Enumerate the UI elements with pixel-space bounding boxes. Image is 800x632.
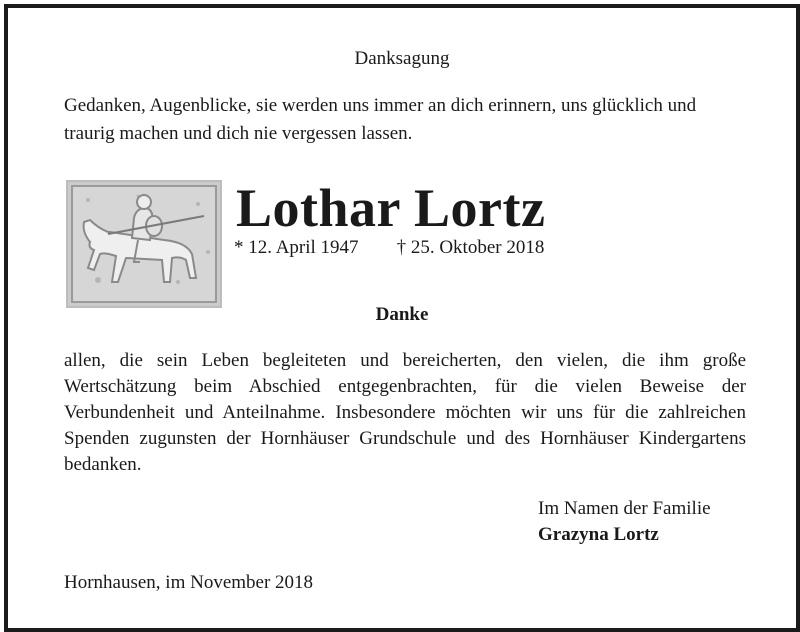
birth-date: * 12. April 1947 [234, 237, 359, 258]
notice-frame [4, 4, 800, 632]
life-dates [234, 236, 614, 260]
death-date: † 25. Oktober 2018 [396, 237, 545, 258]
place-date: Hornhausen, im November 2018 [64, 572, 314, 593]
signature-line: Im Namen der Familie [538, 498, 711, 519]
horse-rider-relief-image [66, 180, 222, 308]
signature-block [538, 496, 768, 548]
thanks-title: Danke [375, 304, 429, 325]
thanks-body: allen, die sein Leben begleiteten und bereicherten, den vielen, die ihm große Wertschätzung beim Abschied entgegenbrachten, für die vielen Beweise der Verbundenheit und Anteilnahme. Insbesondere möchten wir uns für die zahlreichen Spenden zugunsten der Hornhäuser Grundschule und des Hornhäuser Kindergartens bedanken. [64, 350, 746, 475]
notice-heading: Danksagung [354, 48, 450, 69]
horse-rider-stone-relief-icon [68, 182, 220, 306]
deceased-name: Lothar Lortz [236, 178, 546, 238]
intro-text: Gedanken, Augenblicke, sie werden uns immer an dich erinnern, uns glücklich und traurig machen und dich nie vergessen lassen. [64, 95, 697, 144]
signature-name: Grazyna Lortz [538, 524, 659, 545]
